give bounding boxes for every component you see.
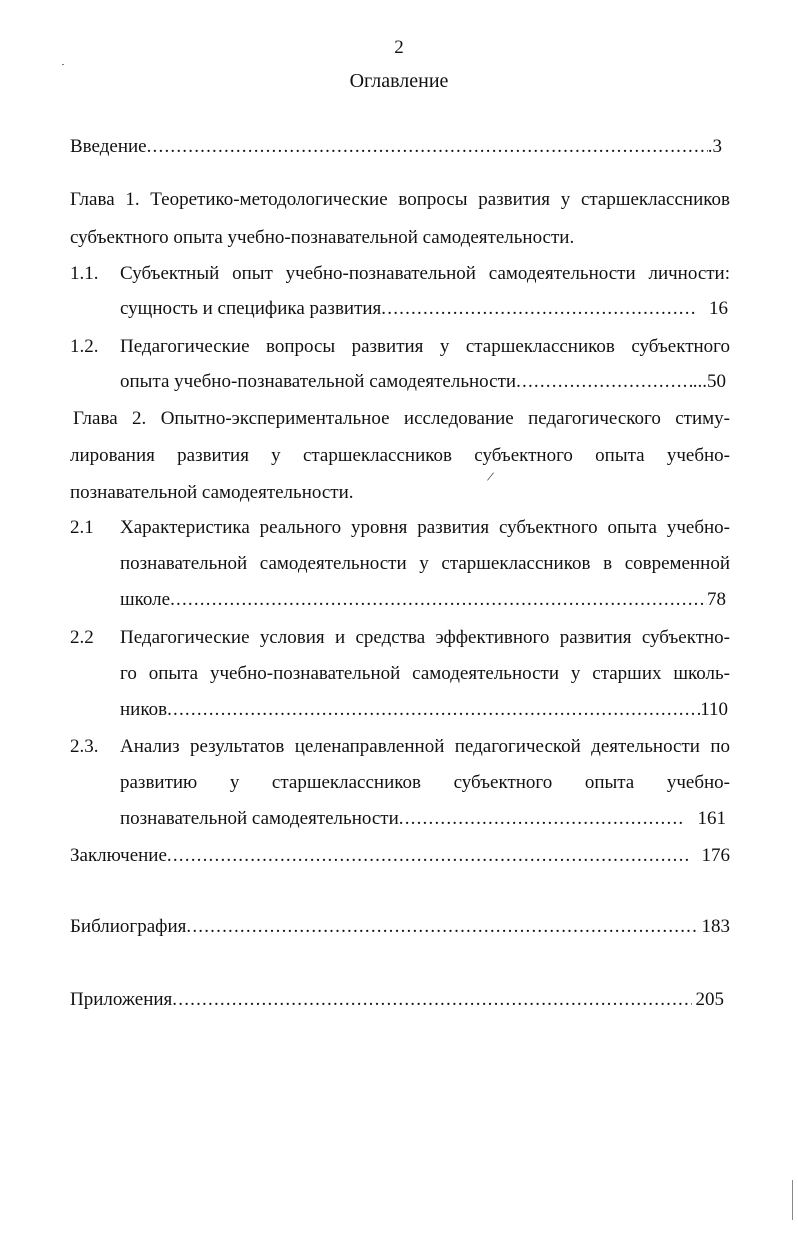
toc-page-number: 176 — [701, 845, 730, 866]
toc-page-number: 205 — [695, 989, 724, 1010]
toc-entry-2-1[interactable] — [120, 586, 726, 614]
page-title: Оглавление — [349, 70, 449, 92]
toc-page-number: 16 — [709, 298, 728, 319]
section-2-2-line-2[interactable]: го опыта учебно-познавательной самодеятельности у старших школь- — [120, 663, 730, 684]
section-1-1-line-1[interactable]: Субъектный опыт учебно-познавательной самодеятельности личности: — [120, 263, 730, 284]
toc-page-number: 110 — [700, 699, 728, 720]
pen-mark: / — [485, 469, 495, 486]
toc-entry-appendix[interactable] — [70, 986, 724, 1014]
toc-page-number: 183 — [701, 916, 730, 937]
section-number: 2.2 — [70, 627, 94, 648]
toc-entry-conclusion[interactable] — [70, 842, 730, 870]
toc-entry-2-2[interactable] — [120, 696, 728, 724]
chapter-2-heading-line-2[interactable]: лирования развития у старшеклассников субъектного опыта учебно- — [70, 445, 730, 466]
chapter-2-heading-line-1[interactable]: Глава 2. Опытно-экспериментальное исследование педагогического стиму- — [73, 408, 730, 429]
toc-entry-label: ников — [120, 699, 168, 720]
toc-page-number: 78 — [707, 589, 726, 610]
toc-entry-intro[interactable] — [70, 133, 722, 161]
section-1-2-line-1[interactable]: Педагогические вопросы развития у старшеклассников субъектного — [120, 336, 730, 357]
section-number: 2.3. — [70, 736, 99, 757]
toc-entry-1-2[interactable] — [120, 368, 726, 396]
chapter-1-heading-line-1[interactable]: Глава 1. Теоретико-методологические вопросы развития у старшеклассников — [70, 189, 730, 210]
toc-entry-label: Библиография — [70, 916, 187, 937]
dot-leader — [381, 295, 695, 323]
toc-page-number: 161 — [697, 808, 726, 829]
dot-leader — [186, 913, 697, 941]
toc-entry-1-1[interactable] — [120, 295, 728, 323]
dot-leader — [399, 805, 684, 833]
toc-entry-label: Заключение — [70, 845, 167, 866]
dot-leader — [147, 133, 708, 161]
chapter-1-heading-line-2[interactable]: субъектного опыта учебно-познавательной самодеятельности. — [70, 227, 575, 248]
dot-leader — [172, 986, 691, 1014]
scan-speck — [62, 64, 64, 65]
toc-entry-label: познавательной самодеятельности — [120, 808, 399, 829]
section-number: 1.1. — [70, 263, 99, 284]
section-2-1-line-2[interactable]: познавательной самодеятельности у старшеклассников в современной — [120, 553, 730, 574]
section-number: 2.1 — [70, 517, 94, 538]
section-number: 1.2. — [70, 336, 99, 357]
toc-entry-label: Приложения — [70, 989, 173, 1010]
dot-leader — [167, 842, 688, 870]
toc-entry-2-3[interactable] — [120, 805, 726, 833]
dot-leader — [167, 696, 700, 724]
dot-leader — [170, 586, 707, 614]
toc-page-number: .3 — [707, 136, 722, 157]
toc-entry-label: сущность и специфика развития — [120, 298, 382, 319]
toc-entry-bibliography[interactable] — [70, 913, 730, 941]
toc-entry-label: опыта учебно-познавательной самодеятельности — [120, 371, 517, 392]
toc-page-number: ...50 — [692, 371, 726, 392]
section-2-3-line-2[interactable]: развитию у старшеклассников субъектного опыта учебно- — [120, 772, 730, 793]
page-number: 2 — [394, 37, 404, 58]
section-2-3-line-1[interactable]: Анализ результатов целенаправленной педагогической деятельности по — [120, 736, 730, 757]
scan-edge-line — [792, 1180, 793, 1220]
toc-entry-label: Введение — [70, 136, 147, 157]
toc-entry-label: школе — [120, 589, 171, 610]
chapter-2-heading-line-3[interactable]: познавательной самодеятельности. — [70, 482, 354, 503]
section-2-1-line-1[interactable]: Характеристика реального уровня развития субъектного опыта учебно- — [120, 517, 730, 538]
section-2-2-line-1[interactable]: Педагогические условия и средства эффективного развития субъектно- — [120, 627, 730, 648]
dot-leader — [516, 368, 693, 396]
